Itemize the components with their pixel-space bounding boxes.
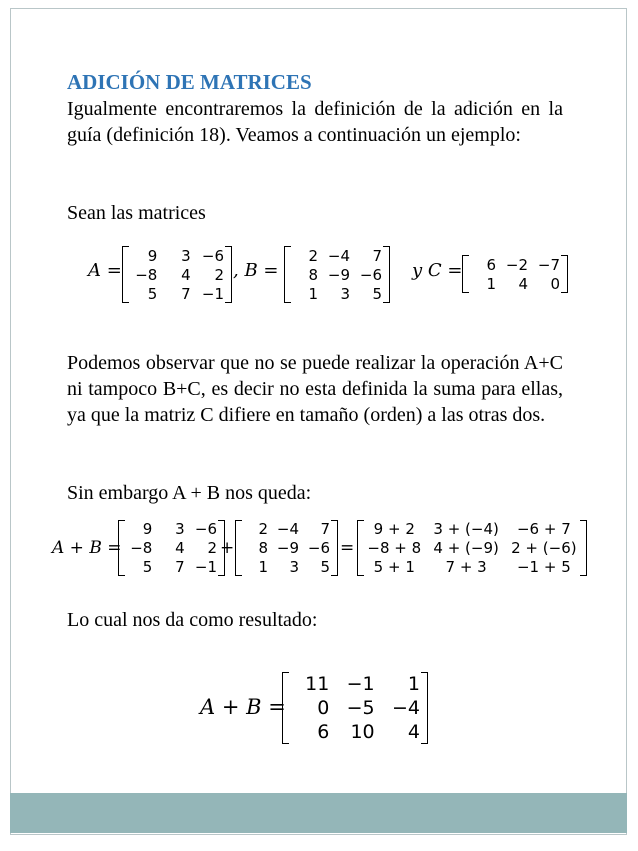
matrix-cell: −4 [276, 520, 299, 539]
matrix-a-label: A = [88, 260, 122, 281]
matrix-cell: −2 [505, 255, 528, 274]
matrix-cell: 2 [214, 265, 224, 284]
matrix-cell: 3 [289, 557, 299, 576]
matrix-cell: −1 [201, 284, 224, 303]
matrix-cell: 4 + (−9) [433, 538, 499, 557]
matrix-cell: 2 + (−6) [511, 538, 577, 557]
sum-matrix-a [118, 520, 225, 576]
sean-paragraph: Sean las matrices [67, 202, 206, 224]
matrix-cell: 7 + 3 [445, 557, 487, 576]
matrix-cell: 8 [258, 538, 268, 557]
observation-paragraph: Podemos observar que no se puede realizar la operación A+C ni tampoco B+C, es decir no esta definida la suma para ellas, ya que la matriz C difiere en tamaño (orden) a las otras dos. [67, 352, 563, 426]
matrix-cell: 5 [372, 284, 382, 303]
matrix-cell: 1 [486, 274, 496, 293]
equals-sign: = [340, 538, 355, 558]
matrix-cell: 8 [308, 265, 318, 284]
matrix-cell: 1 [407, 673, 420, 695]
left-bracket [235, 520, 242, 576]
right-bracket [580, 520, 587, 576]
right-bracket [561, 255, 568, 293]
matrix-cell: 10 [350, 721, 375, 743]
right-bracket [225, 246, 232, 303]
matrix-cell: −8 [135, 265, 158, 284]
matrix-cell: 5 [142, 557, 153, 576]
left-bracket [282, 672, 289, 744]
intro-paragraph: Igualmente encontraremos la definición de la adición en la guía (definición 18). Veamos a continuación un ejemplo: [67, 98, 563, 146]
matrix-cell: 4 [175, 538, 185, 557]
matrix-cell: 7 [320, 520, 330, 539]
matrix-cell: −6 [359, 265, 382, 284]
matrix-cell: 1 [308, 284, 318, 303]
matrix-cell: −9 [327, 265, 350, 284]
matrix-cell: −6 [194, 520, 217, 539]
matrix-b-label: , B = [233, 260, 279, 281]
matrix-cell: −7 [537, 255, 560, 274]
left-bracket [118, 520, 125, 576]
matrix-cell: 9 [142, 520, 153, 539]
sum-expansion-matrix [357, 520, 587, 576]
matrix-cell: 6 [486, 255, 496, 274]
matrix-cell: 11 [305, 673, 330, 695]
matrix-cell: 5 + 1 [373, 557, 415, 576]
matrix-cell: 7 [175, 557, 185, 576]
matrix-cell: 3 [181, 246, 191, 265]
result-matrix [282, 672, 428, 744]
plus-sign: + [220, 538, 235, 558]
matrix-cell: 3 [340, 284, 350, 303]
footer-bar [10, 793, 627, 833]
sin-embargo-paragraph: Sin embargo A + B nos queda: [67, 482, 312, 504]
right-bracket [383, 246, 390, 303]
right-bracket [421, 672, 428, 744]
left-bracket [462, 255, 469, 293]
resultado-paragraph: Lo cual nos da como resultado: [67, 609, 318, 631]
matrix-cell: 5 [320, 557, 330, 576]
matrix-cell: 3 [175, 520, 185, 539]
matrix-cell: −4 [327, 246, 350, 265]
matrix-cell: −6 [307, 538, 330, 557]
sum-matrix-b [235, 520, 338, 576]
matrix-c [462, 255, 568, 293]
left-bracket [284, 246, 291, 303]
matrix-cell: −1 [194, 557, 217, 576]
matrix-cell: 4 [407, 721, 420, 743]
matrix-b [284, 246, 390, 303]
matrix-cell: 1 [258, 557, 268, 576]
matrix-cell: −6 [201, 246, 224, 265]
matrix-cell: 6 [317, 721, 330, 743]
matrix-cell: −1 + 5 [516, 557, 571, 576]
matrix-cell: 4 [181, 265, 191, 284]
matrix-cell: 2 [207, 538, 217, 557]
matrix-cell: 3 + (−4) [433, 520, 499, 539]
matrix-cell: −9 [276, 538, 299, 557]
matrix-cell: 2 [308, 246, 318, 265]
matrix-cell: 7 [181, 284, 191, 303]
matrix-cell: 9 [147, 246, 158, 265]
matrix-c-label: y C = [412, 260, 463, 281]
matrix-cell: 4 [518, 274, 528, 293]
matrix-cell: −8 [130, 538, 153, 557]
sum-lhs-label: A + B = [52, 538, 122, 558]
left-bracket [122, 246, 129, 303]
result-lhs-label: A + B = [200, 695, 286, 719]
matrix-cell: −4 [391, 697, 420, 719]
matrix-cell: 5 [147, 284, 158, 303]
matrix-cell: −6 + 7 [516, 520, 571, 539]
matrix-cell: 2 [258, 520, 268, 539]
matrix-cell: −5 [346, 697, 375, 719]
matrix-cell: 9 + 2 [373, 520, 415, 539]
matrix-cell: 7 [372, 246, 382, 265]
matrix-cell: 0 [550, 274, 560, 293]
right-bracket [331, 520, 338, 576]
matrix-cell: −8 + 8 [367, 538, 422, 557]
matrix-cell: −1 [346, 673, 375, 695]
matrix-a [122, 246, 232, 303]
matrix-cell: 0 [317, 697, 330, 719]
section-heading: ADICIÓN DE MATRICES [67, 70, 312, 94]
left-bracket [357, 520, 364, 576]
